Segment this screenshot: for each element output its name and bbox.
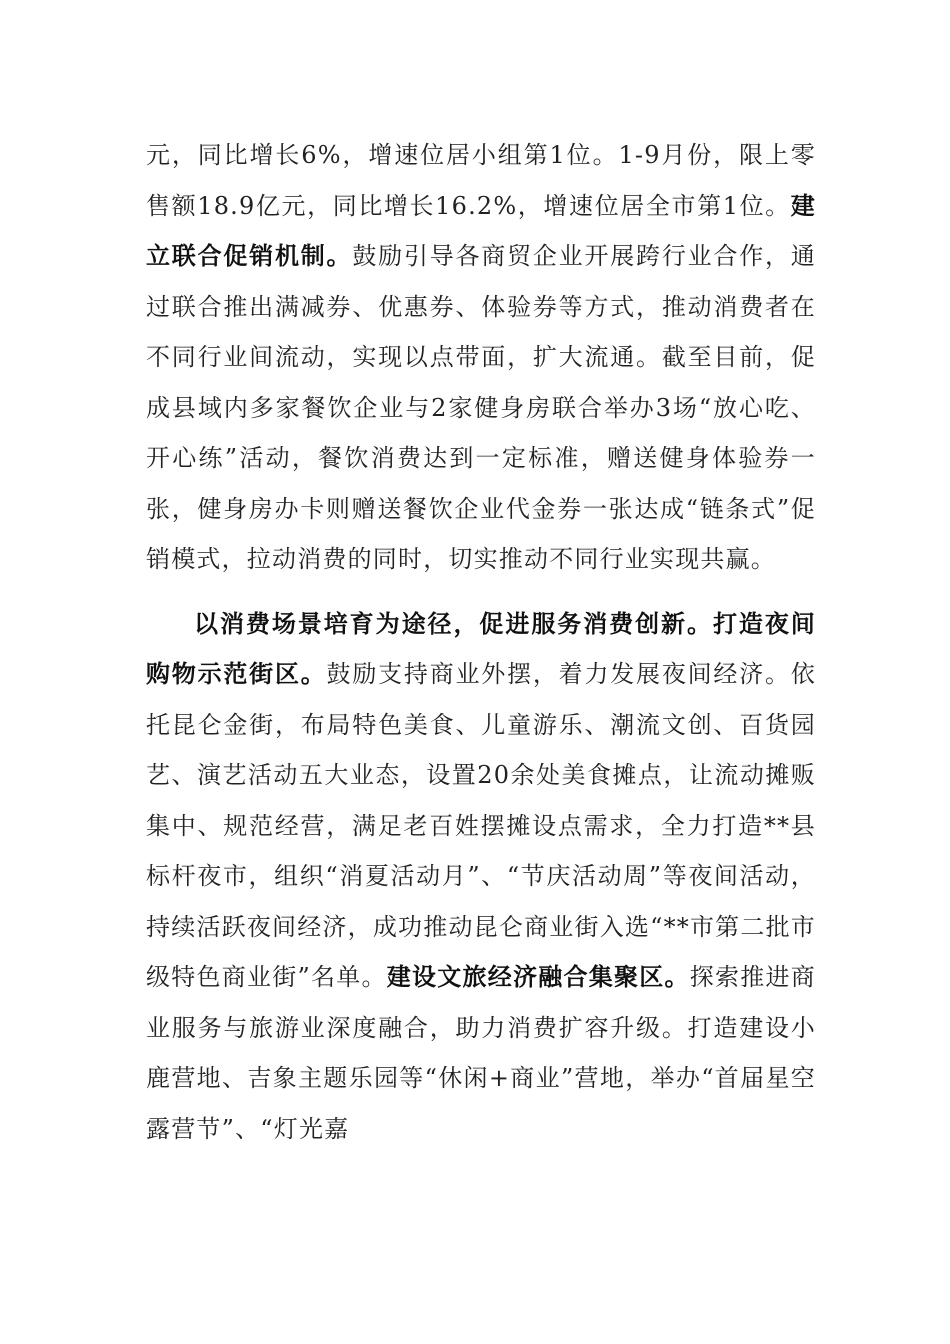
heading-run: 建设文旅经济融合集聚区。: [386, 962, 690, 991]
heading-run: 以消费场景培育为途径，促进服务消费创新。打造夜间购物示范街区。: [146, 608, 816, 688]
text-run: 元，同比增长6%，增速位居小组第1位。1-9月份，限上零售额18.9亿元，同比增长16.2%，增速位居全市第1位。: [146, 141, 816, 220]
document-page: [146, 130, 816, 1154]
paragraph-2: [146, 599, 816, 1155]
paragraph-1: [146, 130, 816, 585]
text-run: 探索推进商业服务与旅游业深度融合，助力消费扩容升级。打造建设小鹿营地、吉象主题乐园等“休闲+商业”营地，举办“首届星空露营节”、“灯光嘉: [146, 963, 816, 1143]
heading-run: 建立联合促销机制。: [146, 190, 816, 270]
text-run: 鼓励引导各商贸企业开展跨行业合作，通过联合推出满减券、优惠券、体验券等方式，推动消费者在不同行业间流动，实现以点带面，扩大流通。截至目前，促成县域内多家餐饮企业与2家健身房联合举办3场“放心吃、开心练”活动，餐饮消费达到一定标准，赠送健身体验券一张，健身房办卡则赠送餐饮企业代金券一张达成“链条式”促销模式，拉动消费的同时，切实推动不同行业实现共赢。: [146, 242, 816, 573]
text-run: 鼓励支持商业外摆，着力发展夜间经济。依托昆仑金街，布局特色美食、儿童游乐、潮流文创、百货园艺、演艺活动五大业态，设置20余处美食摊点，让流动摊贩集中、规范经营，满足老百姓摆摊设点需求，全力打造**县标杆夜市，组织“消夏活动月”、“节庆活动周”等夜间活动，持续活跃夜间经济，成功推动昆仑商业街入选“**市第二批市级特色商业街”名单。: [146, 660, 816, 991]
